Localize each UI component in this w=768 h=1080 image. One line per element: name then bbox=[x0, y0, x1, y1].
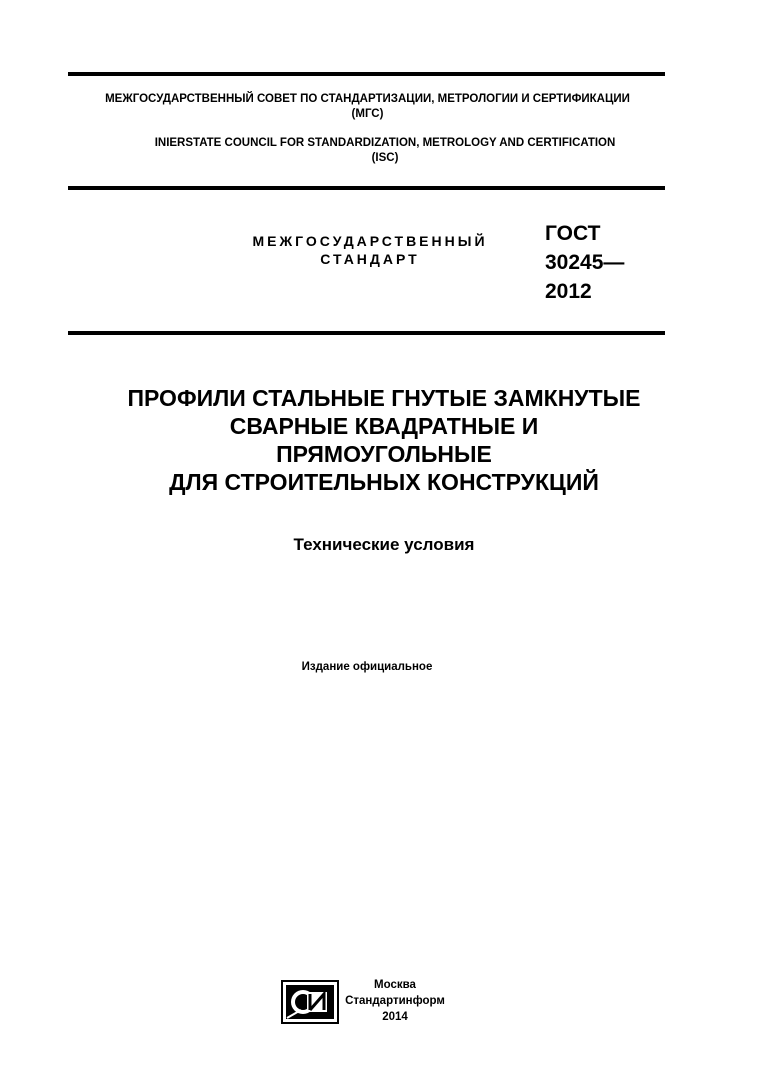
gost-designation bbox=[545, 219, 624, 306]
publisher-city: Москва bbox=[374, 979, 416, 991]
title-line: ДЛЯ СТРОИТЕЛЬНЫХ КОНСТРУКЦИЙ bbox=[169, 469, 599, 495]
publisher-block bbox=[320, 977, 470, 1025]
title-line: СВАРНЫЕ КВАДРАТНЫЕ И bbox=[229, 413, 539, 439]
council-name-en bbox=[80, 136, 690, 166]
publisher-year: 2014 bbox=[382, 1011, 408, 1023]
council-bottom-rule bbox=[68, 186, 665, 190]
title-line: ПРОФИЛИ СТАЛЬНЫЕ ГНУТЫЕ ЗАМКНУТЫЕ bbox=[127, 385, 641, 411]
standard-type-line2: СТАНДАРТ bbox=[320, 251, 420, 267]
gost-year: 2012 bbox=[545, 280, 592, 303]
title-line: ПРЯМОУГОЛЬНЫЕ bbox=[276, 441, 492, 467]
gost-label: ГОСТ bbox=[545, 222, 601, 245]
document-subtitle: Технические условия bbox=[293, 535, 475, 554]
council-ru-line: МЕЖГОСУДАРСТВЕННЫЙ СОВЕТ ПО СТАНДАРТИЗАЦИИ, МЕТРОЛОГИИ И СЕРТИФИКАЦИИ bbox=[105, 93, 630, 105]
publisher-name: Стандартинформ bbox=[345, 995, 445, 1007]
council-ru-abbr: (МГС) bbox=[351, 108, 384, 120]
gost-number: 30245— bbox=[545, 251, 625, 274]
header-bottom-rule bbox=[68, 331, 665, 335]
council-name-ru bbox=[60, 92, 675, 122]
council-en-line: INIERSTATE COUNCIL FOR STANDARDIZATION, METROLOGY AND CERTIFICATION bbox=[154, 137, 616, 149]
standard-type bbox=[200, 232, 540, 268]
edition-note: Издание официальное bbox=[301, 661, 433, 673]
council-en-abbr: (ISC) bbox=[371, 152, 399, 164]
standard-type-line1: МЕЖГОСУДАРСТВЕННЫЙ bbox=[252, 233, 488, 249]
document-title bbox=[40, 384, 728, 496]
top-rule bbox=[68, 72, 665, 76]
